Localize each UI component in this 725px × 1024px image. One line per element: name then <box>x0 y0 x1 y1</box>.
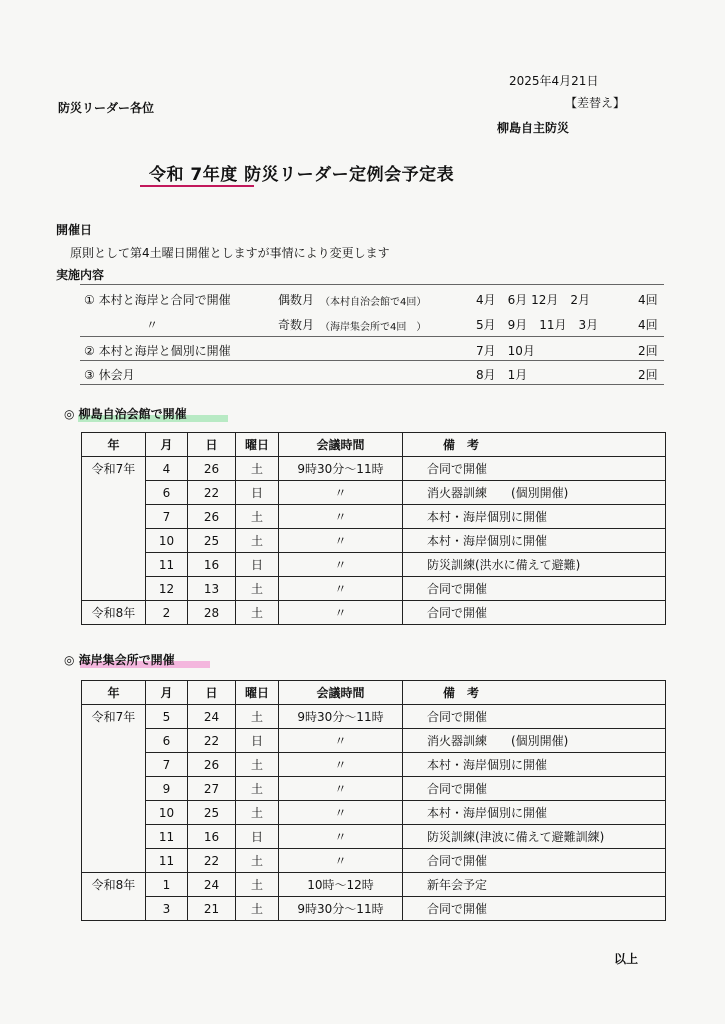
cell-month: 7 <box>146 753 188 777</box>
table-row <box>82 849 666 873</box>
cell-weekday: 日 <box>236 481 279 505</box>
col-header-weekday: 曜日 <box>236 681 279 705</box>
section1-heading: ◎ 柳島自治会館で開催 <box>64 407 187 421</box>
cell-weekday: 土 <box>236 897 279 921</box>
cell-time: 〃 <box>279 777 403 801</box>
cell-month: 6 <box>146 481 188 505</box>
table-row <box>82 529 666 553</box>
cell-note: 消火器訓練 (個別開催) <box>403 729 666 753</box>
table-row <box>82 825 666 849</box>
cell-note: 防災訓練(津波に備えて避難訓練) <box>403 825 666 849</box>
section2-table <box>81 680 666 921</box>
cell-note: 新年会予定 <box>403 873 666 897</box>
cell-month: 11 <box>146 553 188 577</box>
table-row <box>82 553 666 577</box>
page-title: 令和 7年度 防災リーダー定例会予定表 <box>149 165 455 185</box>
addressee: 防災リーダー各位 <box>58 101 155 115</box>
implementation-heading: 実施内容 <box>56 268 105 282</box>
table-row <box>82 505 666 529</box>
cell-year <box>82 505 146 529</box>
impl-note-2: （海岸集会所で4回 ） <box>320 322 427 333</box>
cell-time: 〃 <box>279 553 403 577</box>
cell-year <box>82 897 146 921</box>
cell-note: 本村・海岸個別に開催 <box>403 505 666 529</box>
cell-month: 10 <box>146 801 188 825</box>
col-header-month: 月 <box>146 681 188 705</box>
impl-count-1: 4回 <box>638 293 658 307</box>
cell-time: 〃 <box>279 601 403 625</box>
cell-weekday: 土 <box>236 753 279 777</box>
impl-months-2: 5月 9月 11月 3月 <box>476 318 599 332</box>
cell-month: 11 <box>146 825 188 849</box>
rule <box>80 384 664 385</box>
cell-note: 合同で開催 <box>403 457 666 481</box>
table-row <box>82 777 666 801</box>
cell-weekday: 日 <box>236 553 279 577</box>
cell-year <box>82 729 146 753</box>
cell-day: 25 <box>188 529 236 553</box>
cell-month: 6 <box>146 729 188 753</box>
cell-time: 〃 <box>279 801 403 825</box>
cell-year <box>82 553 146 577</box>
table-row <box>82 705 666 729</box>
cell-time: 〃 <box>279 825 403 849</box>
cell-day: 22 <box>188 729 236 753</box>
cell-weekday: 日 <box>236 825 279 849</box>
cell-note: 合同で開催 <box>403 897 666 921</box>
table-row <box>82 601 666 625</box>
cell-day: 22 <box>188 849 236 873</box>
sender: 柳島自主防災 <box>497 121 570 135</box>
cell-weekday: 土 <box>236 705 279 729</box>
cell-note: 本村・海岸個別に開催 <box>403 801 666 825</box>
impl-type-2: 奇数月 <box>278 318 315 332</box>
cell-time: 〃 <box>279 577 403 601</box>
cell-month: 1 <box>146 873 188 897</box>
cell-year <box>82 849 146 873</box>
cell-time: 〃 <box>279 729 403 753</box>
cell-year <box>82 825 146 849</box>
cell-note: 合同で開催 <box>403 601 666 625</box>
cell-weekday: 土 <box>236 577 279 601</box>
table-row <box>82 801 666 825</box>
cell-note: 合同で開催 <box>403 777 666 801</box>
cell-year: 令和8年 <box>82 601 146 625</box>
cell-year <box>82 577 146 601</box>
table-row <box>82 457 666 481</box>
cell-month: 9 <box>146 777 188 801</box>
cell-day: 16 <box>188 825 236 849</box>
cell-weekday: 土 <box>236 801 279 825</box>
cell-note: 本村・海岸個別に開催 <box>403 529 666 553</box>
rule <box>80 336 664 337</box>
cell-weekday: 土 <box>236 873 279 897</box>
impl-count-2: 4回 <box>638 318 658 332</box>
cell-time: 9時30分～11時 <box>279 705 403 729</box>
cell-weekday: 土 <box>236 849 279 873</box>
cell-day: 16 <box>188 553 236 577</box>
table-row <box>82 873 666 897</box>
col-header-note: 備 考 <box>403 433 666 457</box>
impl-months-1: 4月 6月 12月 2月 <box>476 293 590 307</box>
cell-note: 本村・海岸個別に開催 <box>403 753 666 777</box>
impl-months-4: 8月 1月 <box>476 368 528 382</box>
table-row <box>82 481 666 505</box>
col-header-time: 会議時間 <box>279 681 403 705</box>
cell-day: 26 <box>188 753 236 777</box>
section2-heading: ◎ 海岸集会所で開催 <box>64 653 175 667</box>
cell-time: 〃 <box>279 505 403 529</box>
table-row <box>82 753 666 777</box>
cell-month: 5 <box>146 705 188 729</box>
section1-table <box>81 432 666 625</box>
table-header-row <box>82 681 666 705</box>
col-header-note: 備 考 <box>403 681 666 705</box>
impl-label-3: ② 本村と海岸と個別に開催 <box>84 344 231 358</box>
cell-month: 10 <box>146 529 188 553</box>
cell-time: 〃 <box>279 529 403 553</box>
cell-day: 24 <box>188 873 236 897</box>
cell-day: 28 <box>188 601 236 625</box>
cell-note: 防災訓練(洪水に備えて避難) <box>403 553 666 577</box>
cell-month: 7 <box>146 505 188 529</box>
document-date: 2025年4月21日 <box>509 74 599 88</box>
cell-time: 〃 <box>279 753 403 777</box>
cell-weekday: 土 <box>236 457 279 481</box>
col-header-day: 日 <box>188 433 236 457</box>
impl-note-1: （本村自治会館で4回） <box>320 297 427 308</box>
impl-label-2: 〃 <box>146 318 159 332</box>
cell-month: 4 <box>146 457 188 481</box>
rule <box>80 284 664 285</box>
table-row <box>82 577 666 601</box>
cell-day: 13 <box>188 577 236 601</box>
col-header-year: 年 <box>82 433 146 457</box>
col-header-time: 会議時間 <box>279 433 403 457</box>
cell-note: 消火器訓練 (個別開催) <box>403 481 666 505</box>
cell-year <box>82 481 146 505</box>
cell-weekday: 土 <box>236 505 279 529</box>
cell-month: 2 <box>146 601 188 625</box>
cell-weekday: 日 <box>236 729 279 753</box>
col-header-month: 月 <box>146 433 188 457</box>
opening-text: 原則として第4土曜日開催としますが事情により変更します <box>70 246 390 260</box>
impl-count-4: 2回 <box>638 368 658 382</box>
cell-year <box>82 777 146 801</box>
col-header-weekday: 曜日 <box>236 433 279 457</box>
title-underline <box>140 185 254 187</box>
impl-type-1: 偶数月 <box>278 293 315 307</box>
cell-year <box>82 753 146 777</box>
cell-note: 合同で開催 <box>403 577 666 601</box>
cell-year: 令和7年 <box>82 457 146 481</box>
cell-time: 10時～12時 <box>279 873 403 897</box>
cell-day: 21 <box>188 897 236 921</box>
cell-day: 26 <box>188 457 236 481</box>
impl-label-4: ③ 休会月 <box>84 368 135 382</box>
cell-month: 3 <box>146 897 188 921</box>
cell-weekday: 土 <box>236 601 279 625</box>
col-header-year: 年 <box>82 681 146 705</box>
cell-note: 合同で開催 <box>403 849 666 873</box>
replacement-mark: 【差替え】 <box>565 96 626 110</box>
cell-time: 〃 <box>279 849 403 873</box>
cell-day: 24 <box>188 705 236 729</box>
impl-count-3: 2回 <box>638 344 658 358</box>
cell-year <box>82 529 146 553</box>
cell-time: 〃 <box>279 481 403 505</box>
cell-month: 12 <box>146 577 188 601</box>
table-header-row <box>82 433 666 457</box>
table-row <box>82 897 666 921</box>
cell-day: 27 <box>188 777 236 801</box>
cell-time: 9時30分～11時 <box>279 457 403 481</box>
cell-day: 26 <box>188 505 236 529</box>
cell-year: 令和7年 <box>82 705 146 729</box>
impl-months-3: 7月 10月 <box>476 344 535 358</box>
cell-day: 22 <box>188 481 236 505</box>
col-header-day: 日 <box>188 681 236 705</box>
cell-year: 令和8年 <box>82 873 146 897</box>
cell-weekday: 土 <box>236 777 279 801</box>
opening-heading: 開催日 <box>56 223 93 237</box>
cell-weekday: 土 <box>236 529 279 553</box>
cell-note: 合同で開催 <box>403 705 666 729</box>
table-row <box>82 729 666 753</box>
cell-month: 11 <box>146 849 188 873</box>
impl-label-1: ① 本村と海岸と合同で開催 <box>84 293 231 307</box>
cell-year <box>82 801 146 825</box>
cell-day: 25 <box>188 801 236 825</box>
rule <box>80 360 664 361</box>
cell-time: 9時30分～11時 <box>279 897 403 921</box>
end-mark: 以上 <box>614 952 639 966</box>
